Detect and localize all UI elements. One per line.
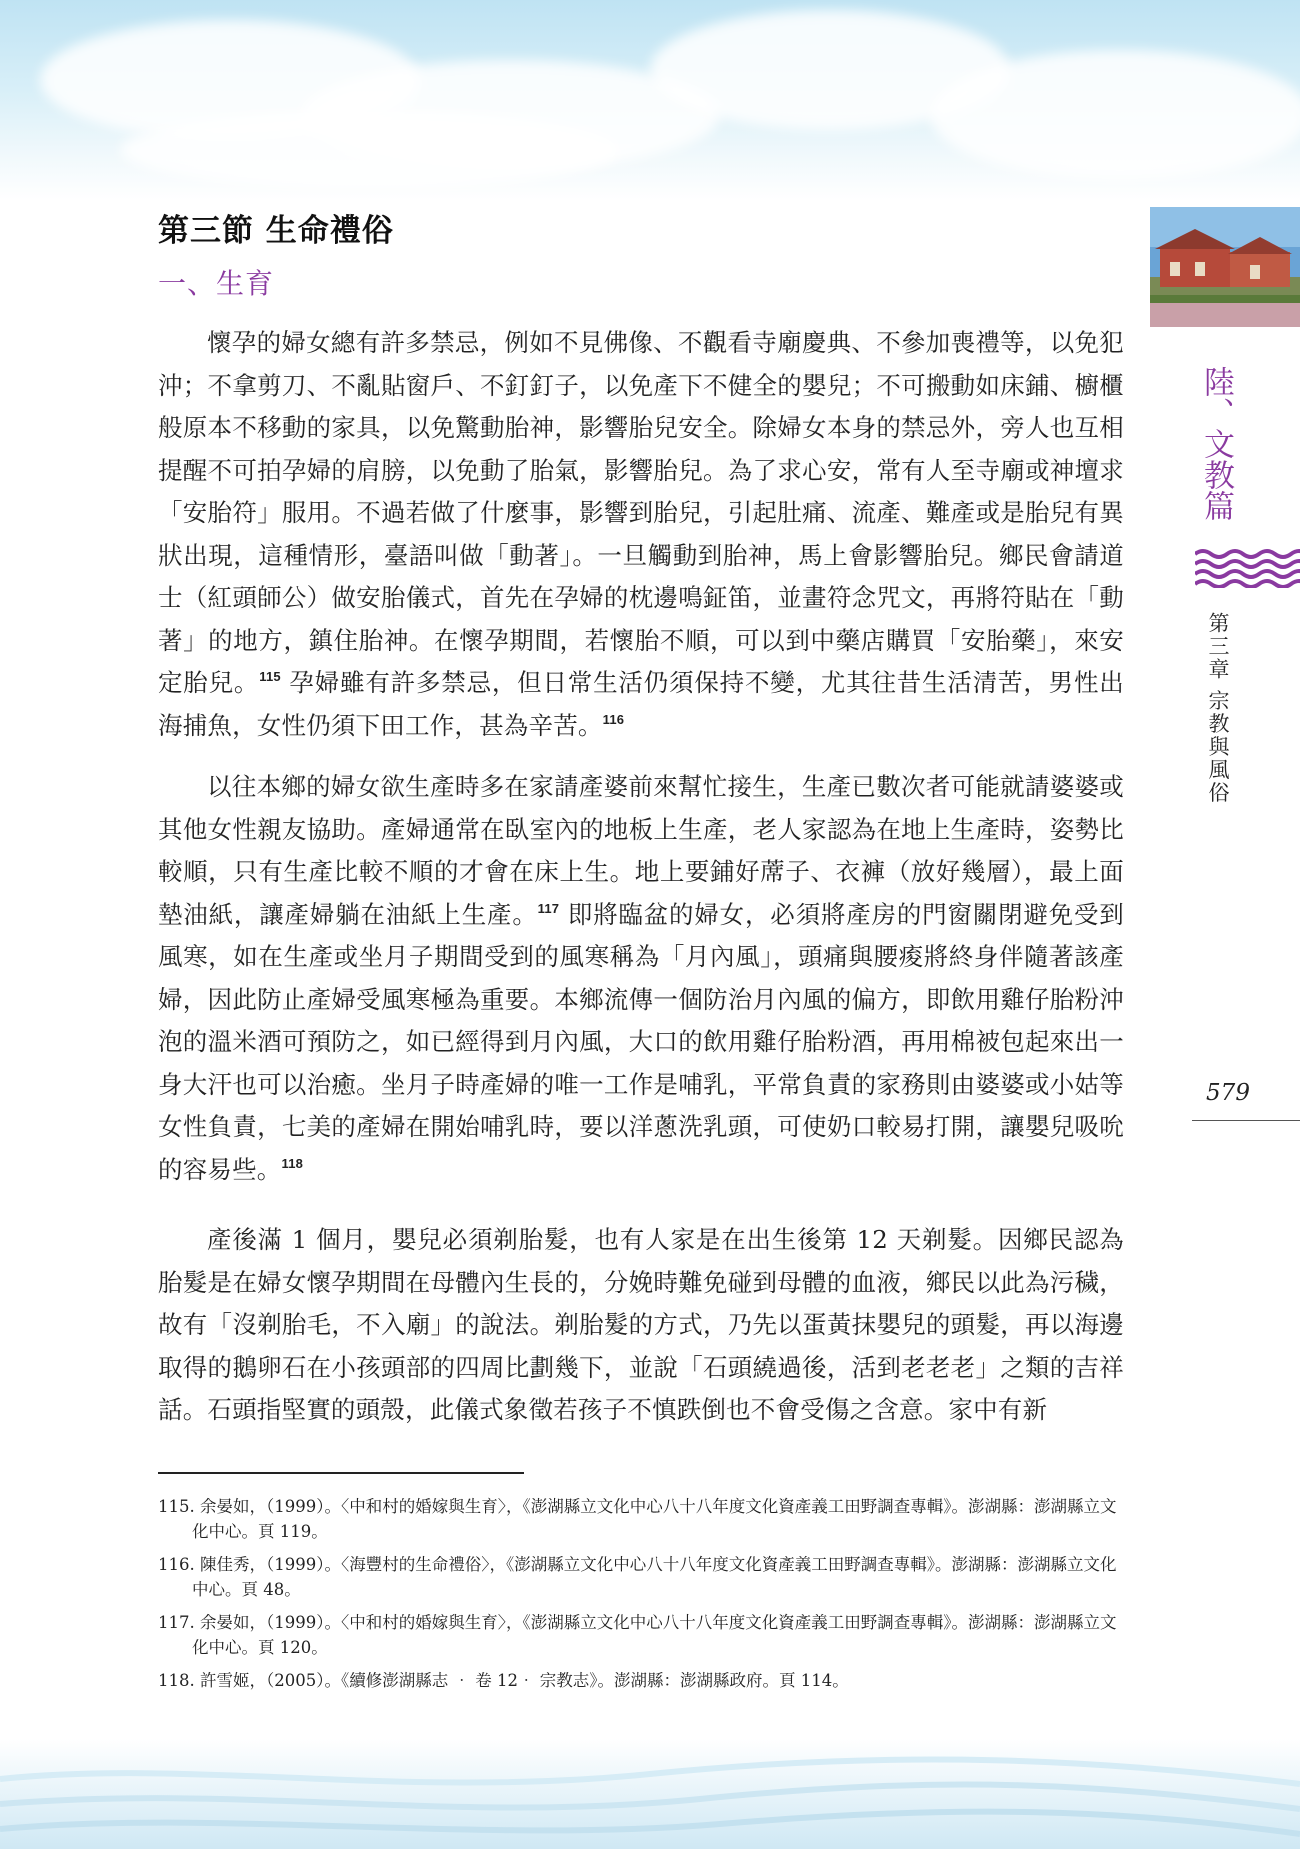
paragraph-2-text: 以往本鄉的婦女欲生產時多在家請產婆前來幫忙接生，生產已數次者可能就請婆婆或其他女性親友協助。產婦通常在臥室內的地板上生產，老人家認為在地上生產時，姿勢比較順，只有生產比較不順的才會在床上生。地上要鋪好蓆子、衣褲（放好幾層），最上面墊油紙，讓產婦躺在油紙上生產。: [158, 772, 1124, 929]
footer-wave-background: [0, 1739, 1300, 1849]
footnote-ref-115[interactable]: 115: [259, 669, 281, 684]
paragraph-1: [158, 322, 1124, 747]
header-sky-background: [0, 0, 1300, 200]
footnote-ref-118[interactable]: 118: [281, 1155, 304, 1171]
sidebar-wave-ornament: [1195, 548, 1300, 588]
subsection-title: 一、生育: [158, 267, 275, 300]
sidebar-photo: [1150, 207, 1300, 327]
paragraph-3: [158, 1219, 1124, 1432]
footnote-117: 117. 余晏如，（1999）。〈中和村的婚嫁與生育〉，《澎湖縣立文化中心八十八年度文化資產義工田野調查專輯》。澎湖縣：澎湖縣立文化中心。頁 120。: [158, 1613, 1117, 1657]
footnote-118: 118. 許雪姬，（2005）。《續修澎湖縣志 ‧ 卷 12‧ 宗教志》。澎湖縣：澎湖縣政府。頁 114。: [158, 1671, 849, 1690]
page-number-rule: [1192, 1120, 1300, 1121]
section-title: 第三節 生命禮俗: [158, 213, 394, 249]
footnote-divider: [158, 1472, 524, 1474]
paragraph-1-text: 懷孕的婦女總有許多禁忌，例如不見佛像、不觀看寺廟慶典、不參加喪禮等，以免犯沖；不拿剪刀、不亂貼窗戶、不釘釘子，以免產下不健全的嬰兒；不可搬動如床鋪、櫥櫃般原本不移動的家具，以免驚動胎神，影響胎兒安全。除婦女本身的禁忌外，旁人也互相提醒不可拍孕婦的肩膀，以免動了胎氣，影響胎兒。為了求心安，常有人至寺廟或神壇求「安胎符」服用。不過若做了什麼事，影響到胎兒，引起肚痛、流產、難產或是胎兒有異狀出現，這種情形，臺語叫做「動著」。一旦觸動到胎神，馬上會影響胎兒。鄉民會請道士（紅頭師公）做安胎儀式，首先在孕婦的枕邊鳴鉦笛，並畫符念咒文，再將符貼在「動著」的地方，鎮住胎神。在懷孕期間，若懷胎不順，可以到中藥店購買「安胎藥」，來安定胎兒。: [158, 328, 1124, 697]
paragraph-1-text-cont: 孕婦雖有許多禁忌，但日常生活仍須保持不變，尤其往昔生活清苦，男性出海捕魚，女性仍須下田工作，甚為辛苦。: [158, 668, 1124, 740]
footnote-116: 116. 陳佳秀，（1999）。〈海豐村的生命禮俗〉，《澎湖縣立文化中心八十八年度文化資產義工田野調查專輯》。澎湖縣：澎湖縣立文化中心。頁 48。: [158, 1555, 1117, 1599]
paragraph-2: [158, 766, 1124, 1191]
footnote-ref-116[interactable]: 116: [602, 711, 625, 727]
sidebar-part-label: 陸、文教篇: [1198, 366, 1234, 521]
paragraph-2-text-cont: 即將臨盆的婦女，必須將產房的門窗關閉避免受到風寒，如在生產或坐月子期間受到的風寒稱為「月內風」，頭痛與腰痠將終身伴隨著該產婦，因此防止產婦受風寒極為重要。本鄉流傳一個防治月內風的偏方，即飲用雞仔胎粉沖泡的溫米酒可預防之，如已經得到月內風，大口的飲用雞仔胎粉酒，再用棉被包起來出一身大汗也可以治癒。坐月子時產婦的唯一工作是哺乳，平常負責的家務則由婆婆或小姑等女性負責，七美的產婦在開始哺乳時，要以洋蔥洗乳頭，可使奶口較易打開，讓嬰兒吸吮的容易些。: [158, 899, 1125, 1184]
sidebar-chapter-label: 第三章 宗教與風俗: [1206, 612, 1230, 805]
paragraph-3-text: 產後滿 1 個月，嬰兒必須剃胎髮，也有人家是在出生後第 12 天剃髮。因鄉民認為胎髮是在婦女懷孕期間在母體內生長的，分娩時難免碰到母體的血液，鄉民以此為污穢，故有「沒剃胎毛，不入廟」的說法。剃胎髮的方式，乃先以蛋黃抹嬰兒的頭髮，再以海邊取得的鵝卵石在小孩頭部的四周比劃幾下，並說「石頭繞過後，活到老老老」之類的吉祥話。石頭指堅實的頭殼，此儀式象徵若孩子不慎跌倒也不會受傷之含意。家中有新: [158, 1225, 1124, 1424]
footnote-ref-117[interactable]: 117: [537, 900, 560, 916]
footnote-115: 115. 余晏如，（1999）。〈中和村的婚嫁與生育〉，《澎湖縣立文化中心八十八年度文化資產義工田野調查專輯》。澎湖縣：澎湖縣立文化中心。頁 119。: [158, 1497, 1117, 1541]
page-number: 579: [1206, 1080, 1250, 1106]
